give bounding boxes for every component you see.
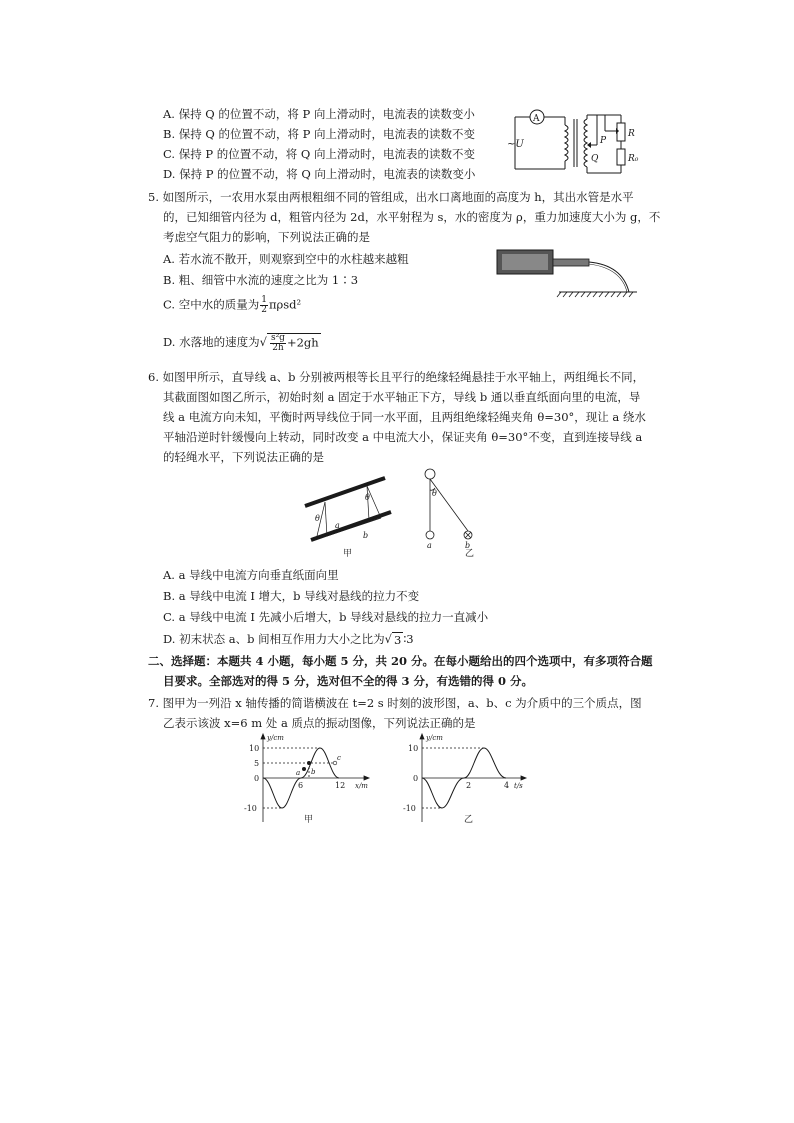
q5-option-d: D. 水落地的速度为√ $\frac{\text{s²g}}{2h}$ +2gh [163, 333, 319, 353]
q5-option-b: B. 粗、细管中水流的速度之比为 1∶3 [163, 273, 359, 287]
q4-option-a: A. 保持 Q 的位置不动，将 P 向上滑动时，电流表的读数变小 [163, 107, 475, 121]
source-label: ~U [507, 139, 524, 150]
yi-caption: 乙 [465, 549, 475, 559]
jia-ytick-neg10: -10 [244, 804, 257, 813]
yi-ytick-neg10: -10 [403, 804, 416, 813]
jia-ytick-10: 10 [249, 744, 260, 753]
q6-stem-line2: 其截面图如图乙所示，初始时刻 a 固定于水平轴正下方，导线 b 通以垂直纸面向里的电流，导 [163, 390, 641, 404]
q6-figure-jia [305, 478, 405, 558]
yi-ytick-0: 0 [413, 774, 419, 783]
q5-stem-line1: 5. 如图所示，一农用水泵由两根粗细不同的管组成，出水口离地面的高度为 h，其出水管是水平 [148, 190, 634, 204]
transformer-circuit-figure [505, 105, 645, 185]
q6-option-d: D. 初末状态 a、b 间相互作用力大小之比为√ 3 ∶3 [163, 632, 414, 647]
q6-option-c: C. a 导线中电流 I 先减小后增大，b 导线对悬线的拉力一直减小 [163, 610, 489, 624]
jia-point-a: a [296, 769, 301, 777]
q4-option-d: D. 保持 P 的位置不动，将 Q 向上滑动时，电流表的读数变小 [163, 167, 476, 181]
jia-point-b: b [311, 768, 316, 776]
jia-ytick-0: 0 [254, 774, 260, 783]
jia-xtick-12: 12 [335, 781, 346, 790]
yi-ylabel: y/cm [426, 734, 443, 742]
q6-option-b: B. a 导线中电流 I 增大，b 导线对悬线的拉力不变 [163, 589, 420, 603]
q6-stem-line1: 6. 如图甲所示，直导线 a、b 分别被两根等长且平行的绝缘轻绳悬挂于水平轴上，两组绳长不同， [148, 370, 645, 384]
water-pump-figure [497, 250, 647, 300]
q4-option-c: C. 保持 P 的位置不动，将 Q 向上滑动时，电流表的读数不变 [163, 147, 475, 161]
ammeter-label: A [533, 114, 540, 124]
jia-xtick-6: 6 [298, 781, 304, 790]
q6-stem-line4: 平轴沿逆时针缓慢向上转动，同时改变 a 中电流大小，保证夹角 θ=30°不变，直到连接导线 a [163, 430, 643, 444]
jia-theta-1: θ [315, 514, 320, 523]
jia-ytick-5: 5 [254, 759, 260, 768]
jia-caption: 甲 [343, 549, 353, 559]
q5-option-c: C. 空中水的质量为 $\frac{1}{2}$ πρsd² [163, 295, 302, 315]
q4-option-b: B. 保持 Q 的位置不动，将 P 向上滑动时，电流表的读数不变 [163, 127, 476, 141]
q5-option-a: A. 若水流不散开，则观察到空中的水柱越来越粗 [163, 252, 409, 266]
jia-graph-caption: 甲 [304, 815, 314, 825]
resistor-r-label: R [628, 129, 635, 139]
yi-theta: θ [432, 489, 437, 498]
jia-xlabel: x/m [355, 782, 368, 790]
section2-header-line1: 二、选择题：本题共 4 小题，每小题 5 分，共 20 分。在每小题给出的四个选项中，有多项符合题 [148, 654, 653, 668]
q5-stem-line2: 的，已知细管内径为 d，粗管内径为 2d，水平射程为 s，水的密度为 ρ，重力加速度大小为 g，不 [163, 210, 661, 224]
resistor-r0-label: R₀ [628, 154, 639, 164]
jia-label-b: b [363, 531, 369, 540]
q7-stem-line2: 乙表示该波 x=6 m 处 a 质点的振动图像，下列说法正确的是 [163, 716, 476, 730]
q5-stem-line3: 考虑空气阻力的影响，下列说法正确的是 [163, 230, 370, 244]
yi-label-b: b [465, 541, 471, 550]
q7-graph-yi [400, 732, 530, 832]
jia-theta-2: θ [365, 493, 370, 502]
yi-xtick-4: 4 [504, 781, 510, 790]
yi-ytick-10: 10 [408, 744, 419, 753]
section2-header-line2: 目要求。全部选对的得 5 分，选对但不全的得 3 分，有选错的得 0 分。 [163, 674, 534, 688]
q7-graph-jia [243, 732, 373, 832]
jia-point-c: c [337, 754, 341, 762]
q7-stem-line1: 7. 图甲为一列沿 x 轴传播的简谐横波在 t=2 s 时刻的波形图，a、b、c 为介质中的三个质点，图 [148, 696, 642, 710]
q6-stem-line5: 的轻绳水平，下列说法正确的是 [163, 450, 324, 464]
slider-q-label: Q [591, 154, 599, 164]
slider-p-label: P [600, 136, 607, 146]
q6-option-a: A. a 导线中电流方向垂直纸面向里 [163, 568, 339, 582]
jia-label-a: a [335, 521, 340, 530]
yi-xlabel: t/s [514, 782, 523, 790]
yi-label-a: a [427, 541, 432, 550]
jia-ylabel: y/cm [267, 734, 284, 742]
yi-graph-caption: 乙 [464, 815, 474, 825]
q6-figure-yi [420, 468, 520, 558]
q6-stem-line3: 线 a 电流方向未知，平衡时两导线位于同一水平面，且两组绝缘轻绳夹角 θ=30°，现让 a 绕水 [163, 410, 646, 424]
yi-xtick-2: 2 [466, 781, 472, 790]
